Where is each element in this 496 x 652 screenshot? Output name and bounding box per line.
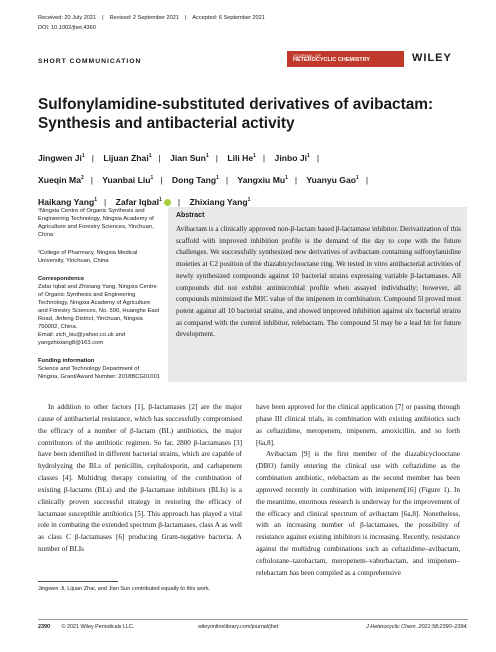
author[interactable]: Jingwen Ji$^1$ [38,152,85,163]
body-column-right [256,402,460,612]
page-footer [38,624,468,630]
publisher-logo: WILEY [412,52,452,64]
author[interactable]: Yuanyu Gao$^1$ [306,174,359,185]
body-paragraph: Avibactam [9] is the first member of the diazabicyclooctane (DBO) family entering the clinical use with ceftazidime as the combination antibiotic, relebactam as the second member has been approved recently in combination with imipenem[16] (Figure 1). In the meantime, enormous research is underway for the improvement of the efficacy and clinical spectrum of avibactam [6a,8]. Nonetheless, with an increasing number of β-lactamases, the possibility of resistance against existing inhibitors is increasing. Recently, resistance against the multidrug combinations such as ceftazidime–avibactam, ceftolozane–tazobactam, meropenem–vaborbactam, and imipenem–relebactam has been compiled as a comprehensive [256,450,460,577]
author[interactable]: Dong Tang$^1$ [171,174,219,185]
accepted-date: Accepted: 6 September 2021 [192,15,265,21]
footnote-rule [38,581,118,582]
abstract-text: Avibactam is a clinically approved non-β-lactam based β-lactamase inhibitor. Derivatization of this scaffold with improved inhibition profile is the demand of the day to cope with the future challenges. We successfully synthesized new derivatives of avibactam containing sulfonylamidine moieties at C2 position of the diazabicyclooctane ring. We tested in vitro antibacterial activities of newly synthesized compounds against 10 bacterial strains expressing variable β-lactamases. All compounds did not exhibit antimicrobial profile when assayed individually; however, all compounds minimized the MIC value of the imipenem in combination. Compound 5l proved most potent against all 10 bacterial strains, and showed improved inhibition against six bacterial strains as compared with the control inhibitor, relebactam. The compound 5l may be a lead hit for future development. [176,225,461,339]
correspondence-address: Zafar Iqbal and Zhixiang Yang, Ningxia Centre of Organic Synthesis and Engineering Technology, Ningxia Academy of Agriculture and Forestry Sciences, No. 590, Huanghe East Road, Jinfeng District, Yinchuan, Ningxia 750002, China. [38,284,160,330]
funding-heading: Funding information [38,358,95,364]
author[interactable]: Lijuan Zhai$^1$ [103,152,152,163]
body-paragraph: In addition to other factors [1], β-lactamases [2] are the major cause of antibacterial resistance, which has successfully compromised the efficacy of a number of β-lactam (BL) antibiotics, the major contributors of the antibiotic regimen. So far, 2800 β-lactamases [3] have been identified in different bacterial strains, which are capable of hydrolyzing the BLs of penicillin, cephalosporin, and carbapenem classes [4]. Multidrug therapy consisting of the combination of existing β-lactams (BLs) and the β-lactamase inhibitors (BLIs) is a clinically proven successful strategy in restoring the efficacy of lactamase susceptible antibiotics [5]. This approach has played a vital role in combating the extended spectrum β-lactamases, class A as well as class C β-lactamases [6] producing Gram-negative bacteria. A number of BLIs [38,403,242,554]
body-paragraph: have been approved for the clinical application [7] or passing through phase III clinical trials, in combination with existing antibiotics such as ceftazidime, meropenem, imipenem, amoxicillin, and so forth [6a,8]. [256,403,460,447]
author[interactable]: Jian Sun$^1$ [170,152,209,163]
author[interactable]: Zhixiang Yang$^1$ [189,196,251,207]
page-number: 2390 [38,624,50,630]
section-label: SHORT COMMUNICATION [38,58,142,65]
affiliations [38,207,160,381]
author[interactable]: Haikang Yang$^1$ [38,196,97,207]
author[interactable]: Yangxiu Mu$^1$ [237,174,288,185]
correspondence-email[interactable]: Email: zich_kiu@yahoo.co.uk and yangzhixiang8@163.com [38,332,126,346]
article-title: Sulfonylamidine-substituted derivatives of avibactam: Synthesis and antibacterial activity [38,96,434,132]
funding-text: Science and Technology Department of Ningxia, Grant/Award Number: 2018BCG01001 [38,366,161,380]
footer-rule [38,619,468,620]
affiliation-2: ²College of Pharmacy, Ningxia Medical University, Yinchuan, China [38,250,138,264]
received-date: Received: 20 July 2021 [38,15,97,21]
revised-date: Revised: 2 September 2021 [109,15,179,21]
correspondence-heading: Correspondence [38,276,85,282]
author[interactable]: Xueqin Ma$^2$ [38,174,84,185]
abstract-heading: Abstract [176,212,205,219]
orcid-icon[interactable] [164,199,171,206]
footnote: Jingwen Ji, Lijuan Zhai, and Jian Sun contributed equally to this work. [38,586,211,592]
article-dates: Received: 20 July 2021 | Revised: 2 September 2021 | Accepted: 6 September 2021 [38,15,265,21]
author[interactable]: Yuanbai Liu$^1$ [102,174,154,185]
citation: J Heterocyclic Chem. 2021;58:2390–2394. [366,624,468,630]
author-list: Jingwen Ji$^1$ | Lijuan Zhai$^1$ | Jian Sun$^1$ | Lili He$^1$ | Jinbo Ji$^1$ | Xueqin Ma$^2$ | Yuanbai Liu$^1$ | Dong Tang$^1$ | Yangxiu Mu$^1$ | Yuanyu Gao$^1$ | Haikang Yang$^1$ | Zafar Iqbal$^1$ | Zhixiang Yang$^1$ [38,152,369,207]
journal-logo-name: HETEROCYCLIC CHEMISTRY [293,57,371,63]
journal-logo-top: JOURNAL OF [293,53,322,58]
affiliation-1: ¹Ningxia Centre of Organic Synthesis and Engineering Technology, Ningxia Academy of Agriculture and Forestry Sciences, Yinchuan, China [38,208,154,238]
author[interactable]: Lili He$^1$ [227,152,256,163]
author[interactable]: Zafar Iqbal$^1$ [116,197,171,207]
journal-url[interactable]: wileyonlinelibrary.com/journal/jhet [198,624,279,630]
author[interactable]: Jinbo Ji$^1$ [274,152,310,163]
copyright: © 2021 Wiley Periodicals LLC. [61,624,135,630]
body-column-left [38,402,242,578]
journal-logo [287,51,404,67]
doi[interactable]: DOI: 10.1002/jhet.4360 [38,25,96,31]
